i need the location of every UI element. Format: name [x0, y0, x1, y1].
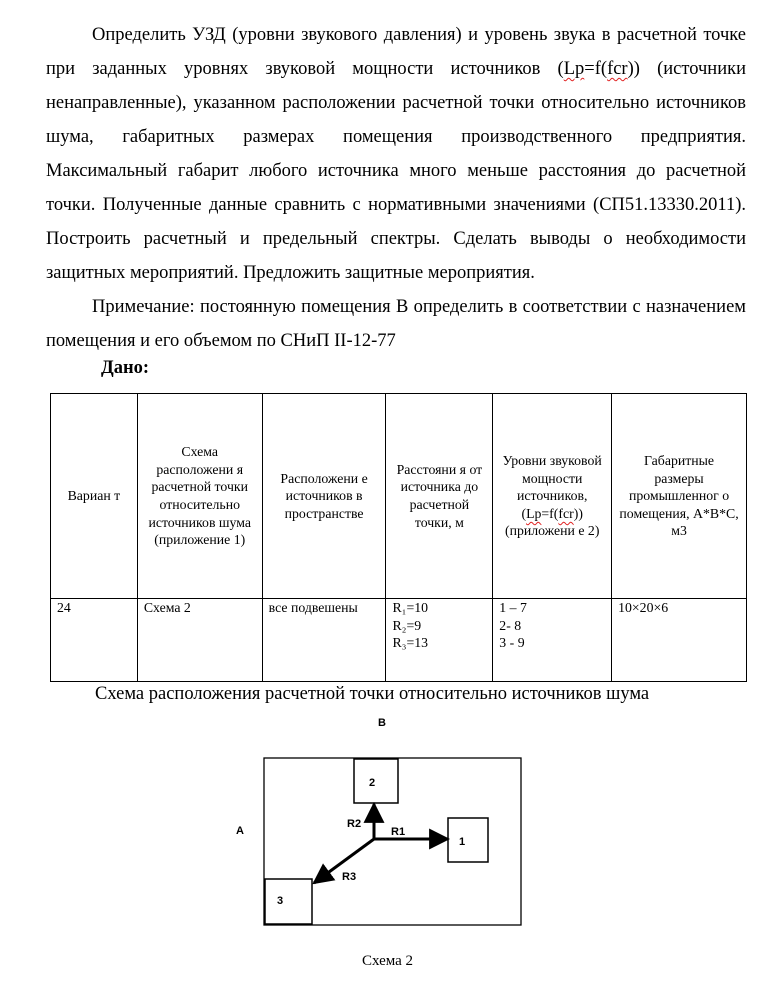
- room-outline: [264, 758, 521, 925]
- cell-r2: R₂=9: [392, 617, 422, 633]
- source-1-box: [448, 818, 488, 862]
- task-text-rest: )) (источники ненаправленные), указанном расположении расчетной точки относительно источников шума, габаритных размерах помещения производственного предприятия. Максимальный габарит любого источника много меньше расстояния до расчетной точки. Полученные данные сравнить с нормативными значениями (СП51.13330.2011). Построить расчетный и предельный спектры. Сделать выводы о необходимости защитных мероприятий. Предложить защитные мероприятия.: [46, 59, 747, 283]
- cell-power-levels: [493, 599, 612, 682]
- lp-symbol: Lp: [563, 59, 585, 79]
- label-b: B: [378, 717, 386, 729]
- header-lp-symbol: Lp: [526, 505, 542, 521]
- scheme-diagram: [230, 712, 550, 937]
- header-eq-symbol: =f(: [541, 505, 559, 521]
- cell-variant: 24: [51, 599, 138, 682]
- header-power-appendix: (приложени е 2): [504, 523, 600, 539]
- header-scheme: Схема расположени я расчетной точки относительно источников шума (приложение 1): [137, 394, 262, 599]
- note-paragraph: [46, 290, 746, 358]
- scheme-title: Схема расположения расчетной точки относительно источников шума: [95, 684, 650, 704]
- header-power-text: Уровни звуковой мощности источников,: [502, 453, 602, 504]
- source-1-label: 1: [459, 836, 466, 848]
- cell-distances: [386, 599, 493, 682]
- r3-label: R3: [342, 871, 357, 883]
- header-distance: Расстояни я от источника до расчетной точки, м: [386, 394, 493, 599]
- cell-placement: все подвешены: [262, 599, 386, 682]
- table-row: [51, 599, 747, 682]
- header-fcr-symbol: fcr: [558, 505, 574, 521]
- header-placement: Расположени е источников в пространстве: [262, 394, 386, 599]
- header-close-symbol: )): [573, 505, 583, 521]
- eq-symbol: =f(: [584, 59, 608, 79]
- source-2-box: [354, 759, 398, 803]
- cell-p2: 2- 8: [499, 617, 522, 633]
- cell-p3: 3 - 9: [499, 635, 525, 651]
- cell-scheme: Схема 2: [137, 599, 262, 682]
- source-3-label: 3: [277, 895, 284, 907]
- cell-r1: R₁=10: [392, 600, 429, 615]
- header-size: Габаритные размеры промышленног о помещения, А*В*С, м3: [612, 394, 747, 599]
- data-table: [50, 393, 747, 682]
- note-text: Примечание: постоянную помещения В определить в соответствии с назначением помещения и его объемом по СНиП II-12-77: [46, 297, 746, 351]
- source-3-box: [265, 879, 312, 924]
- r1-label: R1: [391, 826, 406, 838]
- header-power: Уровни звуковой мощности источников, (Lp=f(fcr)) (приложени е 2): [493, 394, 612, 599]
- table-header-row: [51, 394, 747, 599]
- task-paragraph: [46, 18, 746, 290]
- scheme-caption: Схема 2: [361, 953, 414, 969]
- given-heading: Дано:: [101, 358, 150, 378]
- cell-r3: R₃=13: [392, 635, 429, 651]
- cell-size: 10×20×6: [612, 599, 747, 682]
- source-2-label: 2: [369, 777, 376, 789]
- cell-p1: 1 – 7: [499, 600, 527, 615]
- r2-label: R2: [347, 818, 362, 830]
- header-variant: Вариан т: [51, 394, 138, 599]
- label-a: A: [236, 825, 244, 837]
- task-text: Определить УЗД (уровни звукового давления) и уровень звука в расчетной точке при заданных уровнях звуковой мощности источников (: [46, 25, 746, 79]
- fcr-symbol: fcr: [607, 59, 628, 79]
